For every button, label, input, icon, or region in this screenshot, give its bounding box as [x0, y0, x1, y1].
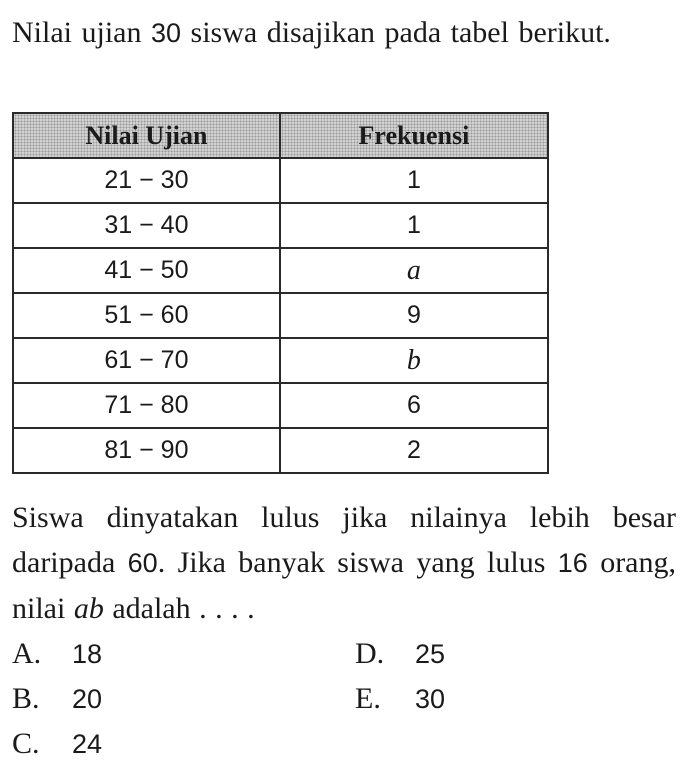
threshold-value: 60 — [127, 548, 158, 578]
frequency-cell: 1 — [280, 203, 548, 248]
frequency-cell: 2 — [280, 428, 548, 473]
option-a[interactable] — [12, 634, 102, 674]
frequency-cell-variable-b: b — [280, 338, 548, 383]
header-frekuensi: Frekuensi — [280, 113, 548, 158]
option-e[interactable] — [355, 679, 445, 719]
table-row — [13, 248, 548, 293]
question-part-4: adalah . . . . — [103, 592, 255, 625]
option-d[interactable] — [355, 634, 445, 674]
range-cell: 71 − 80 — [13, 383, 280, 428]
table-row — [13, 203, 548, 248]
option-letter: D. — [355, 637, 385, 670]
frequency-cell: 9 — [280, 293, 548, 338]
table-row — [13, 338, 548, 383]
table-row — [13, 158, 548, 203]
question-part-2: . Jika banyak siswa yang lulus — [157, 546, 558, 579]
passed-count: 16 — [557, 548, 588, 578]
range-cell: 81 − 90 — [13, 428, 280, 473]
range-cell: 21 − 30 — [13, 158, 280, 203]
intro-part-2: siswa disajikan pada tabel berikut. — [181, 16, 611, 49]
option-letter: A. — [12, 637, 42, 670]
option-value: 25 — [415, 639, 446, 669]
question-part-1: Siswa dinyatakan lulus jika nilainya lebih besar daripada — [12, 501, 676, 579]
range-cell: 51 − 60 — [13, 293, 280, 338]
header-nilai-ujian: Nilai Ujian — [13, 113, 280, 158]
frequency-cell: 1 — [280, 158, 548, 203]
frequency-cell: 6 — [280, 383, 548, 428]
option-letter: B. — [12, 682, 40, 715]
option-value: 18 — [72, 639, 103, 669]
intro-part-1: Nilai ujian — [12, 16, 151, 49]
frequency-table — [12, 112, 549, 474]
question-part-3: orang, nilai — [12, 546, 676, 625]
table-row — [13, 293, 548, 338]
range-cell: 61 − 70 — [13, 338, 280, 383]
table-row — [13, 428, 548, 473]
student-count: 30 — [150, 18, 182, 48]
option-value: 30 — [415, 684, 446, 714]
option-c[interactable] — [12, 724, 102, 764]
table-row — [13, 383, 548, 428]
range-cell: 31 − 40 — [13, 203, 280, 248]
range-cell: 41 − 50 — [13, 248, 280, 293]
option-b[interactable] — [12, 679, 102, 719]
question-text — [12, 495, 676, 631]
product-variable: ab — [73, 592, 104, 625]
table-header-row — [13, 113, 548, 158]
option-letter: C. — [12, 727, 40, 760]
option-value: 20 — [72, 684, 103, 714]
frequency-cell-variable-a: a — [280, 248, 548, 293]
option-letter: E. — [355, 682, 381, 715]
option-value: 24 — [72, 729, 103, 759]
intro-text — [12, 10, 672, 56]
